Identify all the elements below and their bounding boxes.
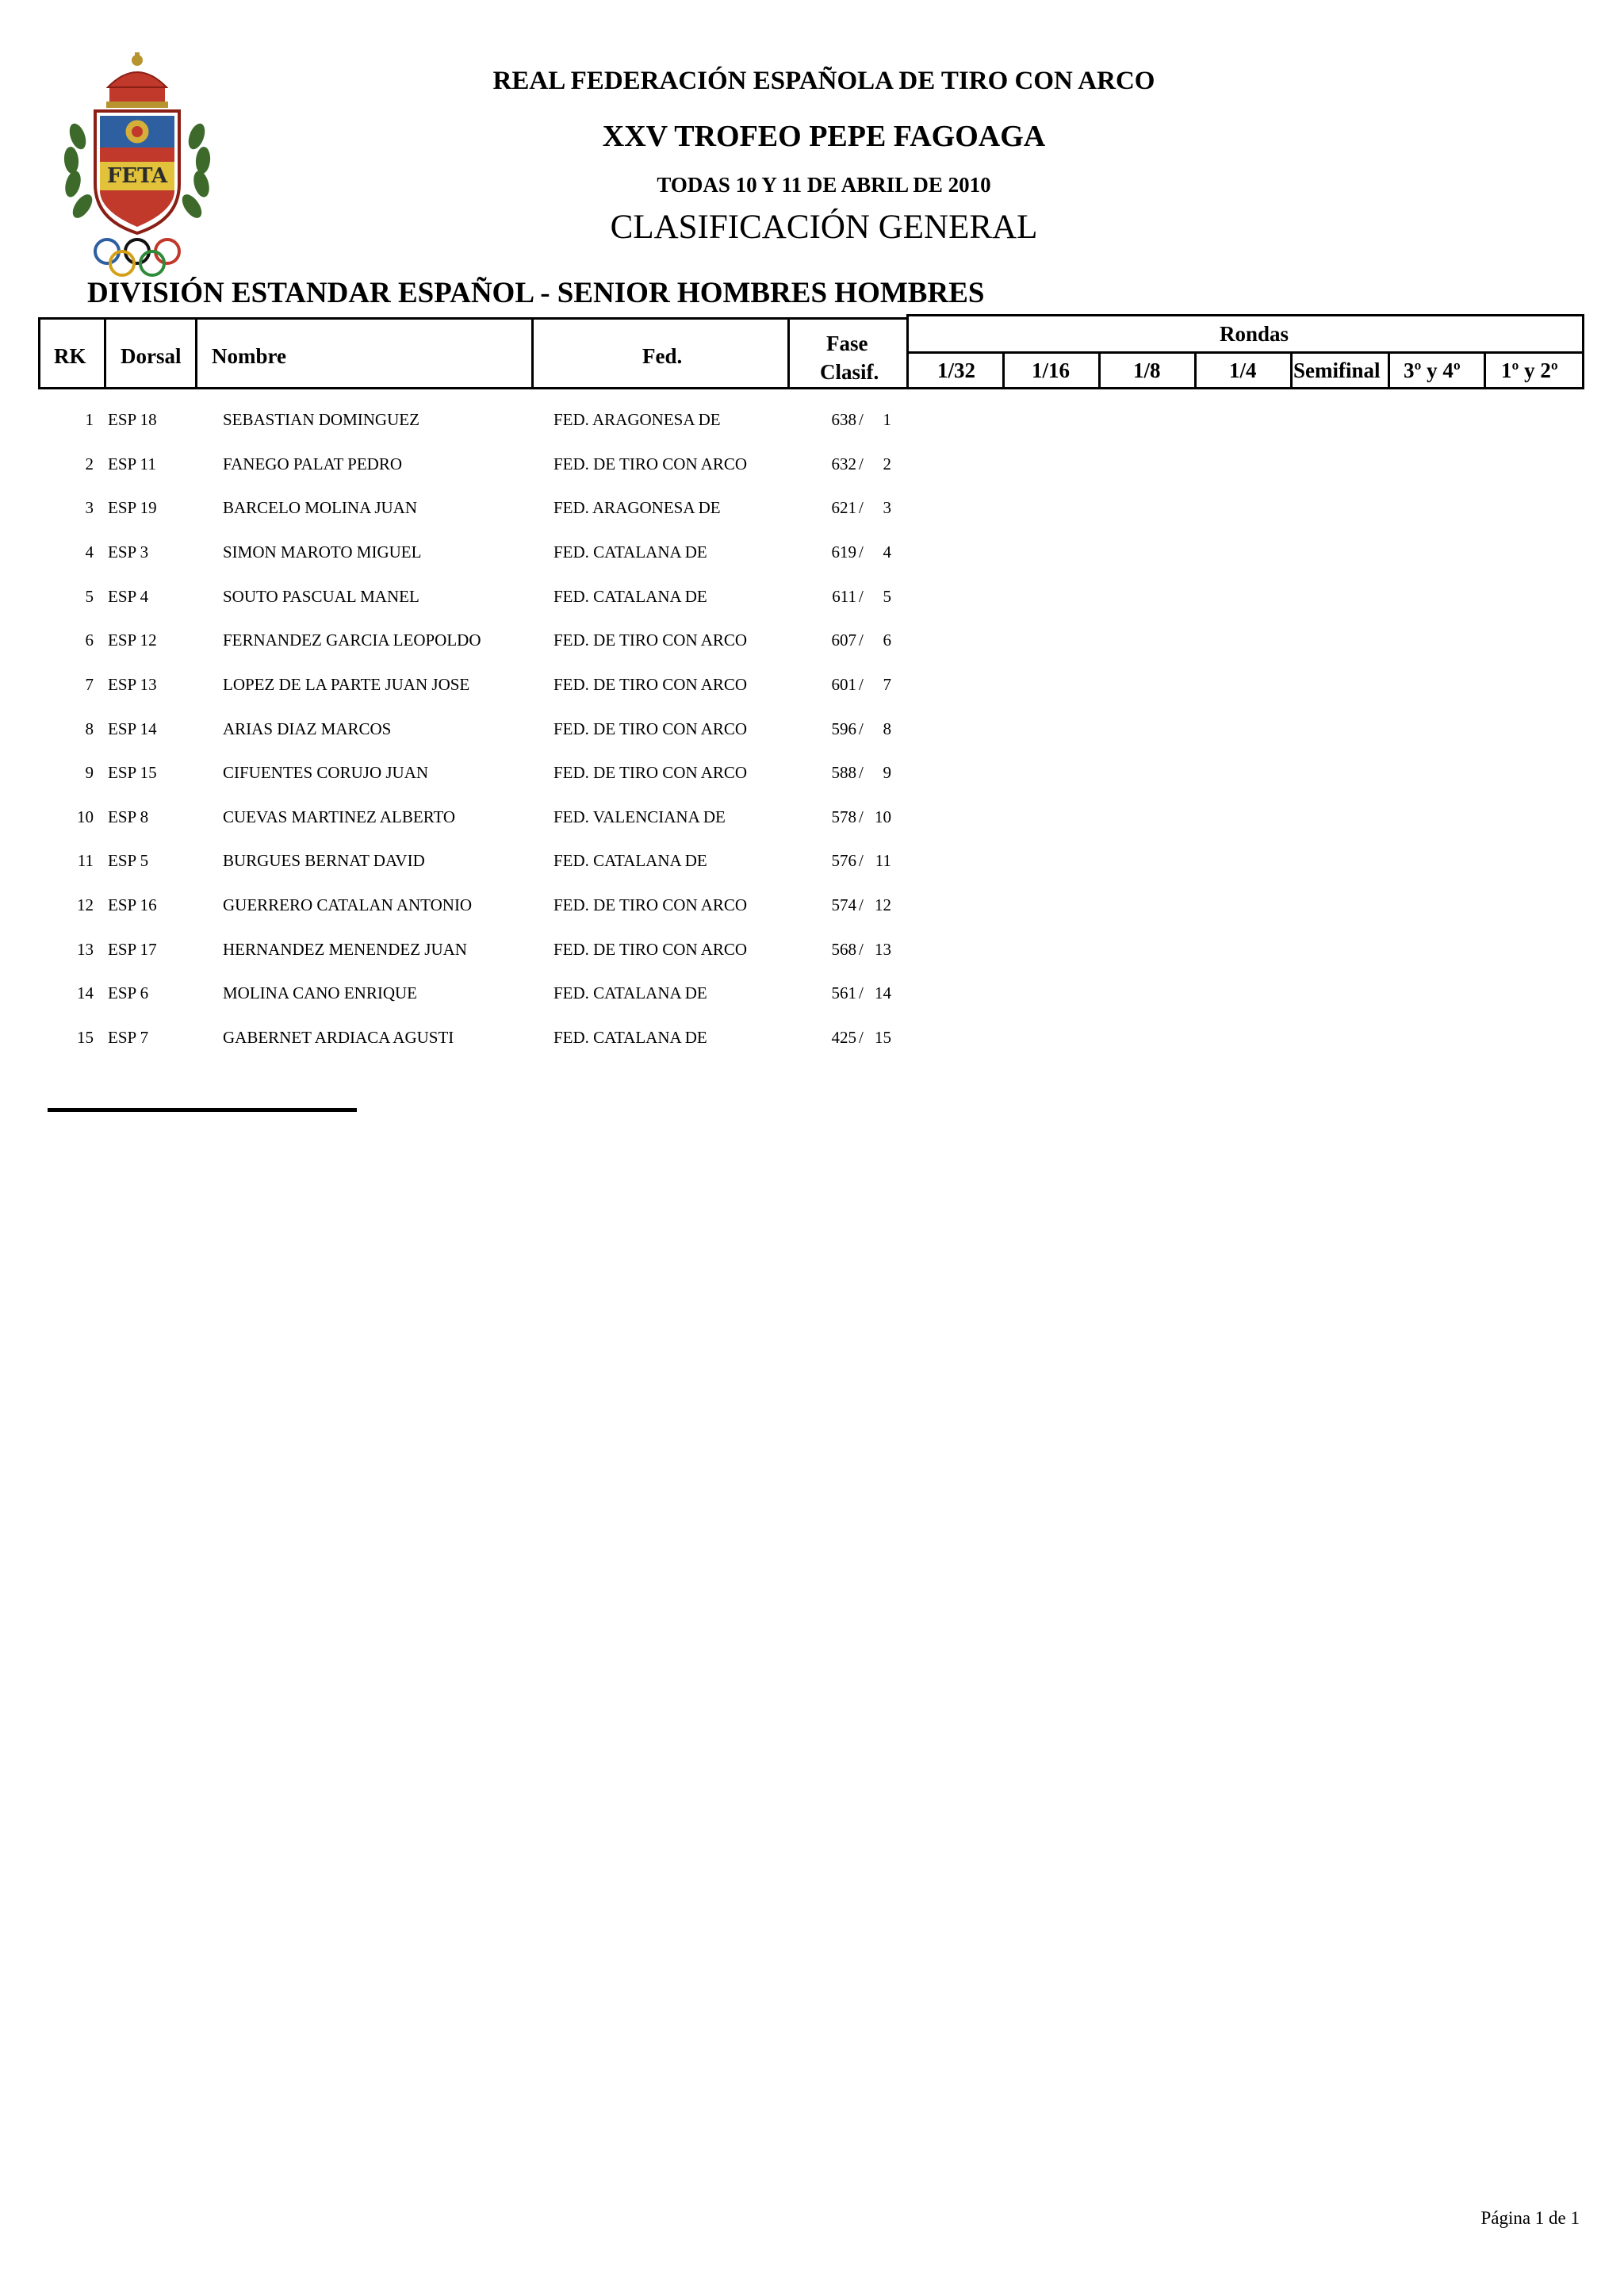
row-dorsal: ESP 7	[108, 1028, 149, 1047]
row-federation: FED. CATALANA DE	[553, 587, 707, 606]
row-name: CUEVAS MARTINEZ ALBERTO	[223, 807, 456, 826]
row-rank: 7	[85, 675, 94, 694]
header-fed: Fed.	[642, 344, 683, 368]
row-score: 601	[831, 675, 856, 694]
row-dorsal: ESP 15	[108, 763, 157, 782]
row-score: 638	[831, 410, 856, 429]
row-dorsal: ESP 6	[108, 983, 149, 1002]
row-position: 7	[883, 675, 891, 694]
svg-text:FETA: FETA	[106, 164, 168, 188]
row-position: 15	[875, 1028, 891, 1047]
header-clasif: Clasif.	[820, 360, 879, 384]
header-round-label: 1/16	[1032, 358, 1071, 382]
row-name: HERNANDEZ MENENDEZ JUAN	[223, 940, 467, 959]
row-separator: /	[859, 587, 864, 606]
row-rank: 9	[85, 763, 94, 782]
row-position: 4	[883, 542, 891, 562]
row-dorsal: ESP 17	[108, 940, 157, 959]
row-name: GABERNET ARDIACA AGUSTI	[223, 1028, 454, 1047]
table-row	[0, 587, 1624, 619]
row-name: BARCELO MOLINA JUAN	[223, 498, 418, 517]
row-dorsal: ESP 19	[108, 498, 157, 517]
row-position: 8	[883, 719, 891, 738]
row-federation: FED. CATALANA DE	[553, 542, 707, 562]
row-dorsal: ESP 14	[108, 719, 157, 738]
row-federation: FED. CATALANA DE	[553, 1028, 707, 1047]
row-position: 12	[875, 895, 891, 914]
row-position: 14	[875, 983, 891, 1002]
row-federation: FED. DE TIRO CON ARCO	[553, 895, 748, 914]
table-row	[0, 631, 1624, 662]
header-round-label: Semifinal	[1293, 358, 1381, 382]
row-dorsal: ESP 11	[108, 454, 156, 473]
table-row	[0, 807, 1624, 839]
table-row	[0, 454, 1624, 486]
footer-rule	[48, 1108, 357, 1112]
row-score: 619	[831, 542, 856, 562]
row-dorsal: ESP 5	[108, 851, 149, 870]
classification-title: CLASIFICACIÓN GENERAL	[610, 209, 1038, 246]
row-separator: /	[859, 454, 864, 473]
row-score: 611	[832, 587, 856, 606]
row-federation: FED. DE TIRO CON ARCO	[553, 940, 748, 959]
table-header	[38, 314, 1584, 389]
row-separator: /	[859, 807, 864, 826]
row-separator: /	[859, 410, 864, 429]
row-separator: /	[859, 895, 864, 914]
row-separator: /	[859, 940, 864, 959]
table-row	[0, 410, 1624, 442]
header-round-label: 1/4	[1229, 358, 1257, 382]
event-title: XXV TROFEO PEPE FAGOAGA	[602, 120, 1046, 153]
row-rank: 6	[85, 631, 94, 650]
header-nombre: Nombre	[212, 344, 286, 368]
row-dorsal: ESP 18	[108, 410, 157, 429]
table-row	[0, 675, 1624, 707]
row-federation: FED. VALENCIANA DE	[553, 807, 726, 826]
row-rank: 10	[77, 807, 94, 826]
row-rank: 13	[77, 940, 94, 959]
row-position: 13	[875, 940, 891, 959]
header-rk: RK	[54, 344, 86, 368]
row-dorsal: ESP 8	[108, 807, 149, 826]
row-federation: FED. CATALANA DE	[553, 851, 707, 870]
row-position: 5	[883, 587, 891, 606]
row-score: 568	[831, 940, 856, 959]
row-name: SEBASTIAN DOMINGUEZ	[223, 410, 419, 429]
table-row	[0, 851, 1624, 883]
header-dorsal: Dorsal	[121, 344, 182, 368]
row-position: 6	[883, 631, 891, 650]
row-federation: FED. DE TIRO CON ARCO	[553, 763, 748, 782]
row-name: SOUTO PASCUAL MANEL	[223, 587, 419, 606]
header-rondas: Rondas	[1220, 322, 1289, 346]
row-dorsal: ESP 12	[108, 631, 157, 650]
table-row	[0, 498, 1624, 530]
row-separator: /	[859, 719, 864, 738]
row-name: MOLINA CANO ENRIQUE	[223, 983, 417, 1002]
row-name: ARIAS DIAZ MARCOS	[223, 719, 392, 738]
header-round-label: 1/32	[937, 358, 976, 382]
row-position: 3	[883, 498, 891, 517]
row-separator: /	[859, 631, 864, 650]
row-dorsal: ESP 3	[108, 542, 149, 562]
row-rank: 2	[85, 454, 94, 473]
row-separator: /	[859, 763, 864, 782]
row-rank: 1	[85, 410, 94, 429]
row-rank: 5	[85, 587, 94, 606]
row-separator: /	[859, 498, 864, 517]
header-fase: Fase	[826, 332, 868, 355]
row-score: 588	[831, 763, 856, 782]
row-rank: 8	[85, 719, 94, 738]
row-federation: FED. DE TIRO CON ARCO	[553, 454, 748, 473]
row-federation: FED. DE TIRO CON ARCO	[553, 675, 748, 694]
event-dates: TODAS 10 Y 11 DE ABRIL DE 2010	[657, 173, 991, 197]
row-rank: 12	[77, 895, 94, 914]
row-federation: FED. ARAGONESA DE	[553, 410, 721, 429]
row-score: 607	[831, 631, 856, 650]
table-row	[0, 895, 1624, 927]
row-score: 621	[831, 498, 856, 517]
table-row	[0, 1028, 1624, 1060]
row-federation: FED. DE TIRO CON ARCO	[553, 631, 748, 650]
row-score: 561	[831, 983, 856, 1002]
row-position: 1	[883, 410, 891, 429]
table-row	[0, 763, 1624, 795]
header-round-label: 1º y 2º	[1501, 358, 1558, 382]
row-score: 596	[831, 719, 856, 738]
row-score: 578	[831, 807, 856, 826]
page-number: Página 1 de 1	[1480, 2208, 1580, 2228]
row-name: SIMON MAROTO MIGUEL	[223, 542, 422, 562]
row-rank: 14	[77, 983, 94, 1002]
row-separator: /	[859, 983, 864, 1002]
row-dorsal: ESP 16	[108, 895, 157, 914]
table-row	[0, 719, 1624, 751]
row-name: CIFUENTES CORUJO JUAN	[223, 763, 429, 782]
row-rank: 4	[85, 542, 94, 562]
table-row	[0, 940, 1624, 972]
row-separator: /	[859, 1028, 864, 1047]
row-position: 10	[875, 807, 891, 826]
row-name: BURGUES BERNAT DAVID	[223, 851, 425, 870]
division-heading: DIVISIÓN ESTANDAR ESPAÑOL - SENIOR HOMBRES HOMBRES	[87, 277, 985, 309]
row-score: 632	[831, 454, 856, 473]
row-name: FANEGO PALAT PEDRO	[223, 454, 402, 473]
row-rank: 15	[77, 1028, 94, 1047]
row-score: 576	[831, 851, 856, 870]
row-federation: FED. CATALANA DE	[553, 983, 707, 1002]
row-score: 574	[831, 895, 856, 914]
row-rank: 11	[77, 851, 94, 870]
header-round-label: 3º y 4º	[1404, 358, 1461, 382]
row-name: LOPEZ DE LA PARTE JUAN JOSE	[223, 675, 470, 694]
row-name: FERNANDEZ GARCIA LEOPOLDO	[223, 631, 481, 650]
row-federation: FED. DE TIRO CON ARCO	[553, 719, 748, 738]
row-separator: /	[859, 675, 864, 694]
header-round-label: 1/8	[1133, 358, 1161, 382]
row-separator: /	[859, 851, 864, 870]
row-dorsal: ESP 4	[108, 587, 149, 606]
table-row	[0, 542, 1624, 574]
row-separator: /	[859, 542, 864, 562]
row-score: 425	[831, 1028, 856, 1047]
row-position: 2	[883, 454, 891, 473]
row-federation: FED. ARAGONESA DE	[553, 498, 721, 517]
table-row	[0, 983, 1624, 1015]
row-dorsal: ESP 13	[108, 675, 157, 694]
row-name: GUERRERO CATALAN ANTONIO	[223, 895, 473, 914]
row-position: 9	[883, 763, 891, 782]
row-position: 11	[875, 851, 891, 870]
organization-title: REAL FEDERACIÓN ESPAÑOLA DE TIRO CON ARCO	[492, 67, 1155, 95]
row-rank: 3	[85, 498, 94, 517]
